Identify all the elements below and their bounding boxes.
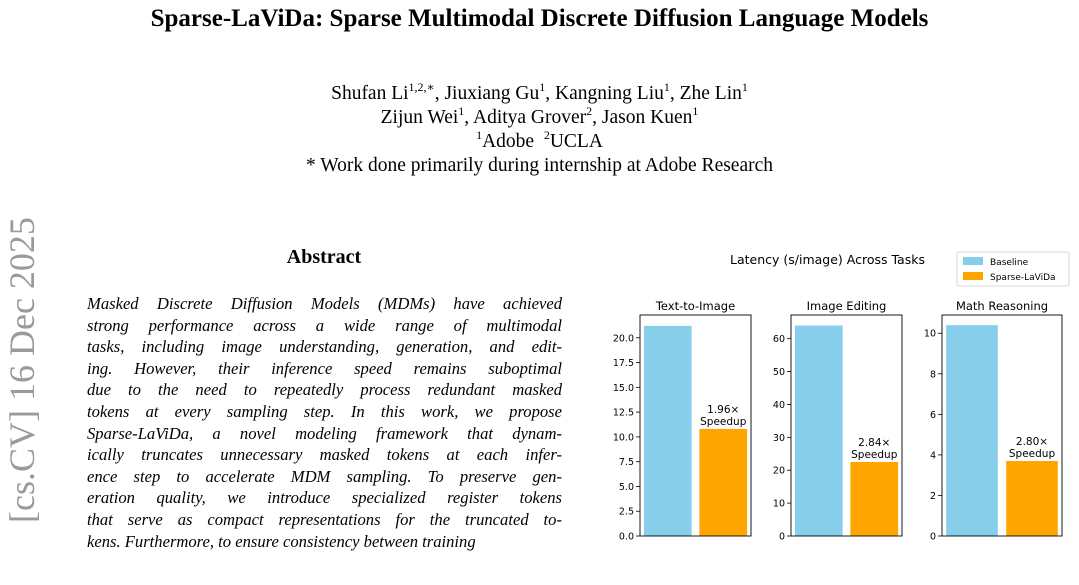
author-separator: , <box>545 83 555 104</box>
affiliation-mark: 1 <box>476 127 483 142</box>
y-tick-label: 5.0 <box>618 481 634 493</box>
chart-title: Latency (s/image) Across Tasks <box>730 252 925 267</box>
abstract-line: tokens at every sampling step. In this work, we propose <box>87 401 562 421</box>
author-separator: , <box>434 83 445 104</box>
y-tick-label: 2 <box>929 490 936 502</box>
abstract-line: tasks, including image understanding, generation, and edit- <box>87 337 562 357</box>
legend-label: Sparse-LaViDa <box>990 273 1056 283</box>
affiliations-line <box>0 127 1079 154</box>
bar-sparse-lavida <box>1006 461 1058 536</box>
speedup-label: Speedup <box>700 415 747 428</box>
y-tick-label: 20 <box>772 465 785 477</box>
speedup-label: Speedup <box>851 449 898 462</box>
abstract-line: strong performance across a wide range of multimodal <box>87 315 562 335</box>
abstract-line: that serve as compact representations for the truncated to- <box>87 509 562 529</box>
abstract-heading: Abstract <box>286 246 362 268</box>
author-name: Aditya Grover <box>472 107 587 128</box>
author-affiliation-mark: 1,2,∗ <box>408 79 435 94</box>
author-affiliation-mark: 1 <box>741 79 748 94</box>
y-tick-label: 50 <box>772 367 785 379</box>
panel-title: Math Reasoning <box>955 299 1049 313</box>
y-tick-label: 12.5 <box>612 407 634 419</box>
speedup-value: 2.80× <box>1015 435 1049 448</box>
abstract-line: eration quality, we introduce specialized register tokens <box>87 488 562 508</box>
y-tick-label: 10.0 <box>612 432 634 444</box>
y-tick-label: 8 <box>929 369 936 381</box>
abstract-line: Masked Discrete Diffusion Models (MDMs) have achieved <box>87 294 562 313</box>
author-name: Kangning Liu <box>555 83 664 104</box>
affiliation-name: Adobe <box>482 131 544 152</box>
y-tick-label: 0.0 <box>618 531 634 543</box>
bar-baseline <box>946 325 998 536</box>
y-tick-label: 10 <box>923 328 936 340</box>
author-name: Jiuxiang Gu <box>444 83 540 104</box>
speedup-label: Speedup <box>1008 447 1056 460</box>
author-separator: , <box>592 107 602 128</box>
y-tick-label: 10 <box>772 498 785 510</box>
authors-line-1 <box>0 79 1079 106</box>
author-affiliation-mark: 1 <box>539 79 546 94</box>
author-name: Shufan Li <box>331 83 409 104</box>
y-tick-label: 60 <box>772 334 785 346</box>
legend-swatch <box>963 272 983 280</box>
abstract-line: Sparse-LaViDa, a novel modeling framework that dynam- <box>87 423 562 443</box>
abstract-line: ing. However, their inference speed remains suboptimal <box>87 358 562 378</box>
y-tick-label: 20.0 <box>612 333 634 345</box>
abstract-line: due to the need to repeatedly process redundant masked <box>87 380 562 400</box>
author-affiliation-mark: 1 <box>458 103 465 118</box>
panel-title: Image Editing <box>806 299 887 313</box>
author-name: Zhe Lin <box>679 83 742 104</box>
y-tick-label: 30 <box>772 432 785 444</box>
authors-line-2 <box>0 103 1079 130</box>
author-name: Zijun Wei <box>380 107 459 128</box>
bar-baseline <box>644 326 692 536</box>
y-tick-label: 6 <box>929 409 936 421</box>
y-tick-label: 4 <box>929 450 936 462</box>
y-tick-label: 40 <box>772 399 785 411</box>
bar-baseline <box>795 326 843 536</box>
author-separator: , <box>464 107 473 128</box>
latency-figure <box>600 240 1070 545</box>
y-tick-label: 7.5 <box>618 457 634 469</box>
author-affiliation-mark: 1 <box>692 103 699 118</box>
abstract-body <box>87 293 562 585</box>
internship-note: * Work done primarily during internship at Adobe Research <box>305 155 774 176</box>
bar-sparse-lavida <box>850 462 898 536</box>
arxiv-side-stamp: [cs.CV] 16 Dec 2025 <box>2 217 42 523</box>
abstract-line: ically truncates unnecessary masked tokens at each infer- <box>87 445 562 465</box>
legend-label: Baseline <box>990 258 1029 268</box>
y-tick-label: 2.5 <box>618 506 634 518</box>
legend-swatch <box>963 257 983 265</box>
y-tick-label: 17.5 <box>612 358 634 370</box>
abstract-line: kens. Furthermore, to ensure consistency between training <box>87 531 476 551</box>
author-affiliation-mark: 2 <box>586 103 593 118</box>
y-tick-label: 0 <box>778 531 785 543</box>
author-affiliation-mark: 1 <box>663 79 670 94</box>
affiliation-name: UCLA <box>549 131 603 152</box>
y-tick-label: 0 <box>929 531 936 543</box>
bar-sparse-lavida <box>699 429 747 536</box>
abstract-line: ence step to accelerate MDM sampling. To preserve gen- <box>87 466 562 486</box>
paper-title: Sparse-LaViDa: Sparse Multimodal Discrete Diffusion Language Models <box>150 5 929 32</box>
speedup-value: 2.84× <box>858 437 891 450</box>
y-tick-label: 15.0 <box>612 382 634 394</box>
panel-title: Text-to-Image <box>655 299 736 313</box>
author-name: Jason Kuen <box>601 107 693 128</box>
affiliation-mark: 2 <box>543 127 550 142</box>
authors-block <box>0 79 1079 178</box>
speedup-value: 1.96× <box>707 403 740 416</box>
author-separator: , <box>669 83 680 104</box>
